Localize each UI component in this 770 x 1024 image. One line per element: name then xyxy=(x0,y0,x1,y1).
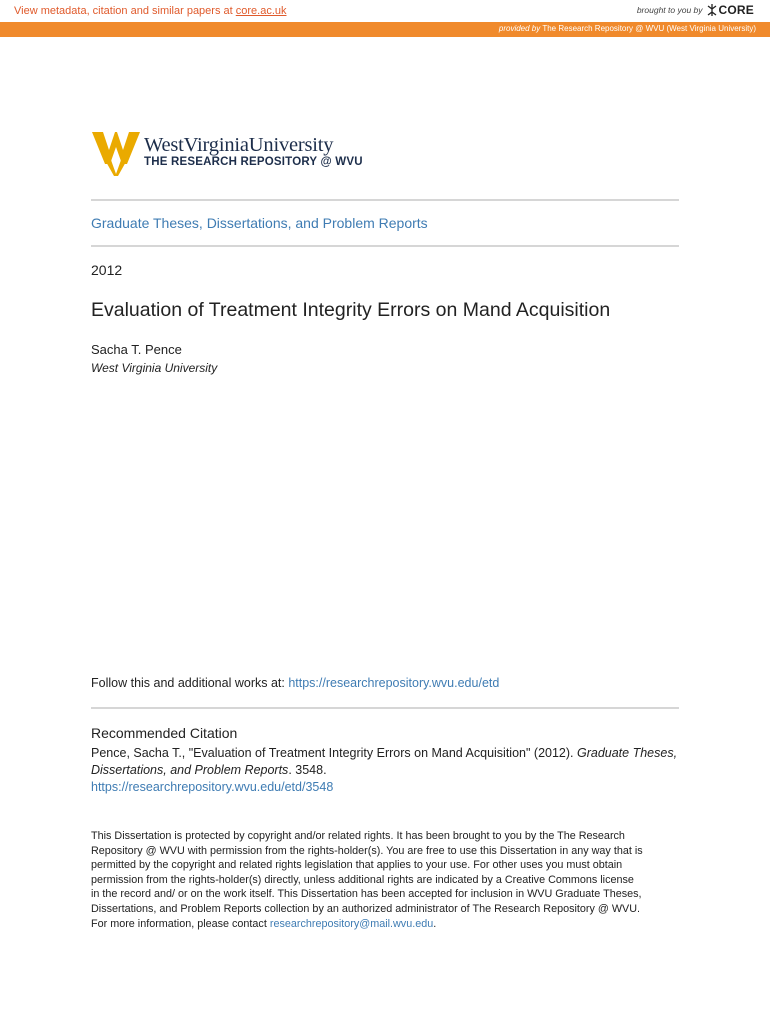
publication-year: 2012 xyxy=(91,262,123,278)
core-metadata-link[interactable]: View metadata, citation and similar papers at core.ac.uk xyxy=(14,5,287,17)
core-banner xyxy=(0,0,770,22)
document-title: Evaluation of Treatment Integrity Errors on Mand Acquisition xyxy=(91,299,611,321)
citation-text: Pence, Sacha T., "Evaluation of Treatment Integrity Errors on Mand Acquisition" (2012). Graduate Theses, Dissertations, and Problem Reports. 3548. https://researchrepository.wvu.edu/etd/3548 xyxy=(91,746,678,794)
divider-series xyxy=(91,245,679,247)
provided-by-bar xyxy=(0,22,770,37)
brought-text: brought to you by xyxy=(636,5,703,15)
divider-citation xyxy=(91,707,679,709)
core-logo xyxy=(706,3,754,17)
repository-name: THE RESEARCH REPOSITORY @ WVU xyxy=(144,156,363,168)
university-name: WestVirginiaUniversity xyxy=(144,134,334,156)
contact-email-link[interactable]: researchrepository@mail.wvu.edu xyxy=(269,917,434,930)
citation-link[interactable]: https://researchrepository.wvu.edu/etd/3548 xyxy=(91,780,334,794)
provided-by-text[interactable]: provided by The Research Repository @ WVU (West Virginia University) xyxy=(498,24,756,33)
author-name: Sacha T. Pence xyxy=(91,342,182,357)
series-link[interactable]: Graduate Theses, Dissertations, and Problem Reports xyxy=(91,215,428,231)
citation-heading: Recommended Citation xyxy=(91,725,238,741)
follow-link[interactable]: https://researchrepository.wvu.edu/etd xyxy=(288,676,500,690)
author-affiliation: West Virginia University xyxy=(91,361,218,375)
core-icon xyxy=(706,3,718,17)
core-label: CORE xyxy=(718,3,754,17)
follow-prefix: Follow this and additional works at: xyxy=(91,676,289,690)
divider-top xyxy=(91,199,679,201)
brought-to-you-by[interactable] xyxy=(637,3,754,17)
wvu-logo[interactable] xyxy=(92,130,363,176)
flying-wv-icon xyxy=(92,130,140,176)
follow-line xyxy=(91,676,499,690)
rights-statement: This Dissertation is protected by copyright and/or related rights. It has been brought to you by the The Research Repository @ WVU with permission from the rights-holder(s). You are free to use this Dissertation in any way that is permitted by the copyright and related rights legislation that applies to your use. For other uses you must obtain permission from the rights-holder(s) directly, unless additional rights are indicated by a Creative Commons license in the record and/ or on the work itself. This Dissertation has been accepted for inclusion in WVU Graduate Theses, Dissertations, and Problem Reports collection by an authorized administrator of The Research Repository @ WVU. For more information, please contact researchrepository@mail.wvu.edu. xyxy=(91,830,643,930)
